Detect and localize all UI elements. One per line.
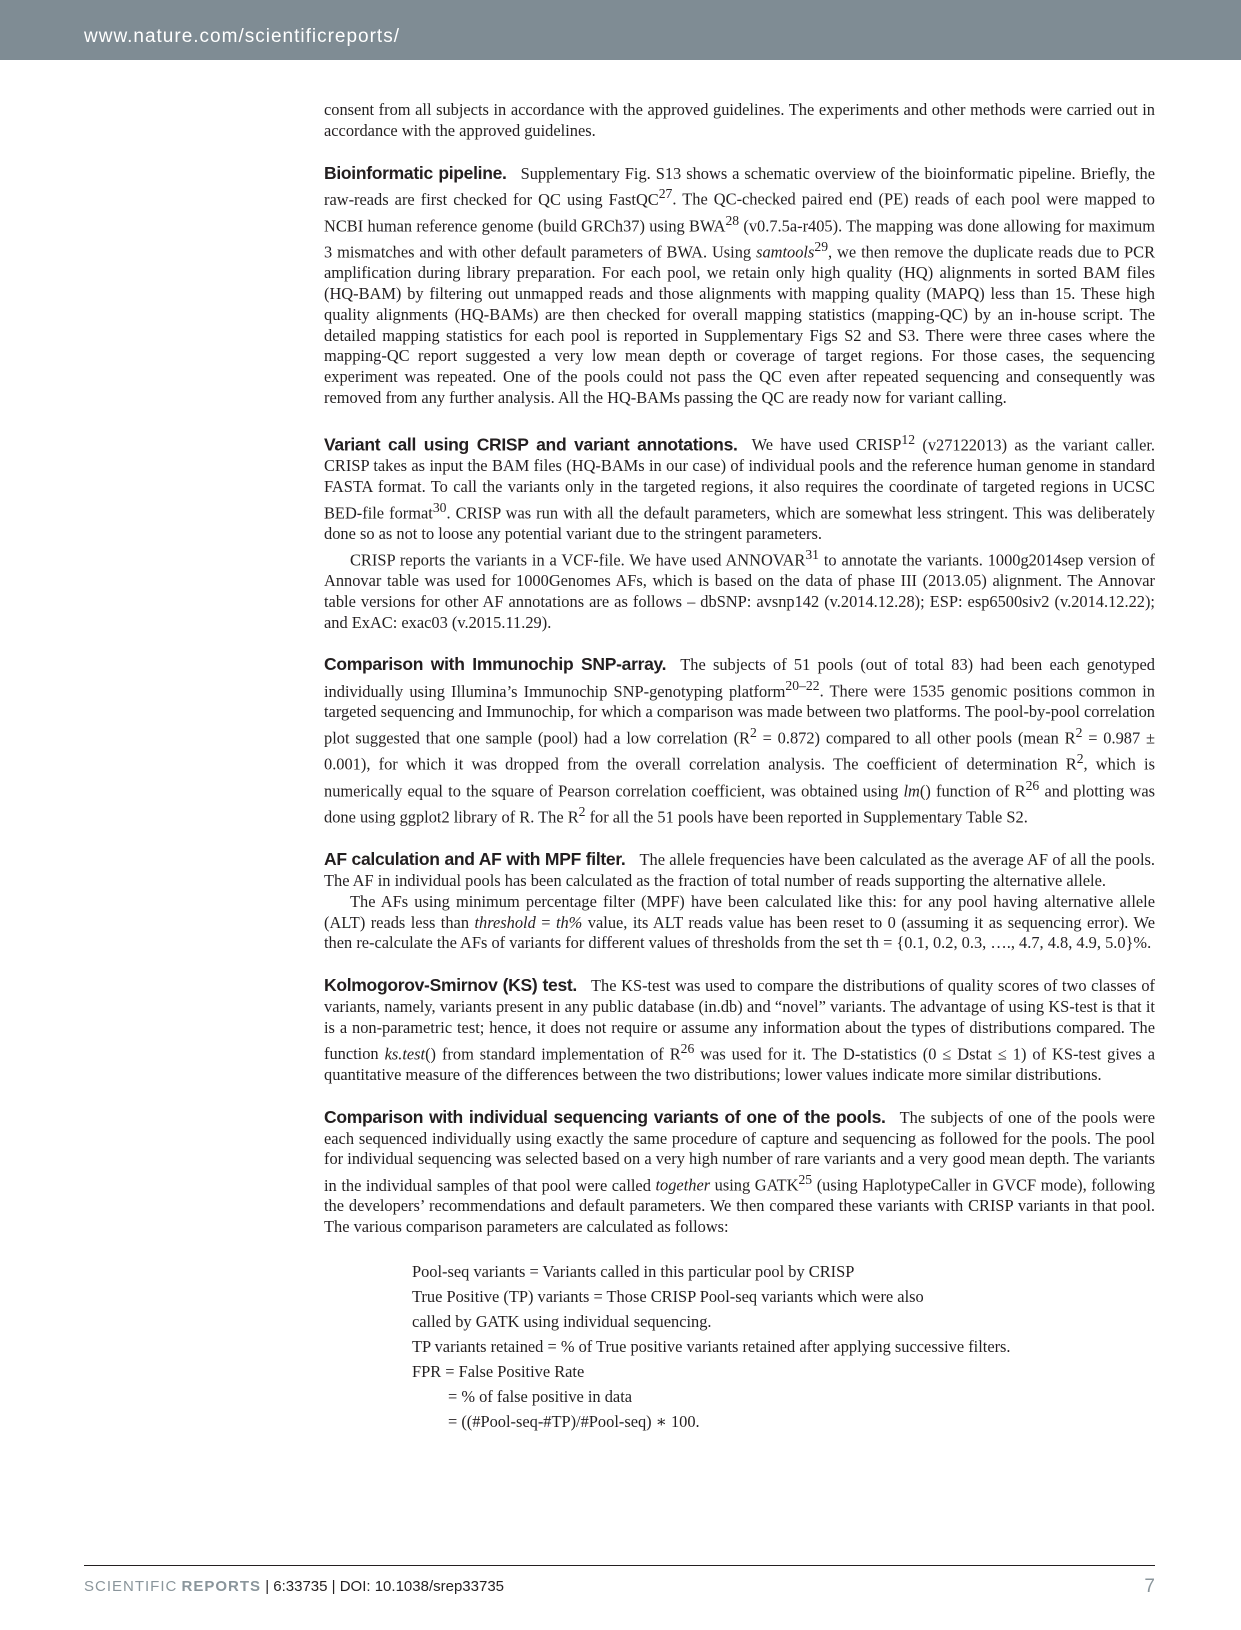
section-heading: AF calculation and AF with MPF filter.	[324, 849, 626, 870]
top-banner	[0, 0, 1241, 60]
paragraph: CRISP reports the variants in a VCF-file. We have used ANNOVAR$^{31}$ to annotate the variants. 1000g2014sep version of Annovar table was used for 1000Genomes AFs, which is based on the data of phase III (2013.05) alignment. The Annovar table versions for other AF annotations are as follows – dbSNP: avsnp142 (v.2014.12.28); ESP: esp6500siv2 (v.2014.12.22); and ExAC: exac03 (v.2015.11.29).	[324, 546, 1155, 632]
formula-line: TP variants retained = % of True positive variants retained after applying successive filters.	[412, 1336, 1011, 1356]
section-variant-call	[324, 430, 1155, 634]
formula-block	[412, 1259, 1155, 1434]
paragraph: Bioinformatic pipeline. Supplementary Fig. S13 shows a schematic overview of the bioinformatic pipeline. Briefly, the raw-reads are first checked for QC using FastQC$^{27}$. The QC-checked paired end (PE) reads of each pool were mapped to NCBI human reference genome (build GRCh37) using BWA$^{28}$ (v0.7.5a-r405). The mapping was done allowing for maximum 3 mismatches and with other default parameters of BWA. Using samtools$^{29}$, we then remove the duplicate reads due to PCR amplification during library preparation. For each pool, we retain only high quality (HQ) alignments in sorted BAM files (HQ-BAM) by filtering out unmapped reads and those alignments with mapping quality (MAPQ) less than 15. These high quality alignments (HQ-BAMs) are then checked for overall mapping statistics (mapping-QC) by an in-house script. The detailed mapping statistics for each pool is reported in Supplementary Figs S2 and S3. There were three cases where the mapping-QC report suggested a very low mean depth or coverage of target regions. For those cases, the sequencing experiment was repeated. One of the pools could not pass the QC even after repeated sequencing and consequently was removed from any further analysis. All the HQ-BAMs passing the QC are ready now for variant calling.	[324, 162, 1156, 407]
section-heading: Comparison with individual sequencing variants of one of the pools.	[324, 1106, 886, 1127]
paragraph: Comparison with individual sequencing variants of one of the pools. The subjects of one of the pools were each sequenced individually using exactly the same procedure of capture and sequencing as followed for the pools. The pool for individual sequencing was selected based on a very high number of rare variants and a very good mean depth. The variants in the individual samples of that pool were called together using GATK$^{25}$ (using HaplotypeCaller in GVCF mode), following the developers’ recommendations and default parameters. We then compared these variants with CRISP variants in that pool. The various comparison parameters are calculated as follows:	[324, 1106, 1155, 1237]
paragraph: The AFs using minimum percentage filter (MPF) have been calculated like this: for any pool having alternative allele (ALT) reads less than threshold = th% value, its ALT reads value has been reset to 0 (assuming it as sequencing error). We then re-calculate the AFs of variants for different values of thresholds from the set th = {0.1, 0.2, 0.3, …., 4.7, 4.8, 4.9, 5.0}%.	[324, 891, 1155, 953]
paragraph: Comparison with Immunochip SNP-array. The subjects of 51 pools (out of total 83) had been each genotyped individually using Illumina’s Immunochip SNP-genotyping platform$^{20-22}$. There were 1535 genomic positions common in targeted sequencing and Immunochip, for which a comparison was made between two platforms. The pool-by-pool correlation plot suggested that one sample (pool) had a low correlation $(R^2 = 0.872)$ compared to all other pools (mean $R^2 = 0.987 \pm 0.001$), for which it was dropped from the overall correlation analysis. The coefficient of determination $R^2$, which is numerically equal to the square of Pearson correlation coefficient, was obtained using lm() function of $R^{26}$ and plotting was done using ggplot2 library of R. The $R^2$ for all the 51 pools have been reported in Supplementary Table S2.	[324, 654, 1155, 827]
citation-ref[interactable]: 28	[725, 212, 740, 228]
footer-divider	[84, 1565, 1155, 1566]
citation-ref[interactable]: 31	[805, 546, 819, 562]
section-heading: Kolmogorov-Smirnov (KS) test.	[324, 975, 577, 996]
formula-line: True Positive (TP) variants = Those CRISP Pool-seq variants which were also	[412, 1286, 924, 1306]
journal-name-part1: SCIENTIFIC	[84, 1578, 178, 1595]
formula-line: called by GATK using individual sequencing.	[412, 1311, 712, 1331]
section-heading: Variant call using CRISP and variant annotations.	[324, 434, 738, 455]
citation-ref[interactable]: 26	[1025, 777, 1040, 793]
section-heading: Comparison with Immunochip SNP-array.	[324, 654, 667, 675]
citation-ref[interactable]: 27	[658, 186, 673, 202]
journal-name-part2: REPORTS	[181, 1578, 262, 1595]
site-url[interactable]: www.nature.com/scientificreports/	[84, 26, 400, 47]
paragraph: Variant call using CRISP and variant annotations. We have used CRISP$^{12}$ (v27122013) as the variant caller. CRISP takes as input the BAM files (HQ-BAMs in our case) of individual pools and the reference human genome in standard FASTA format. To call the variants only in the targeted regions, it also requires the coordinate of targeted regions in UCSC BED-file format$^{30}$. CRISP was run with all the default parameters, which are somewhat less stringent. This was deliberately done so as not to loose any potential variant due to the stringent parameters.	[324, 431, 1155, 543]
formula-line: Pool-seq variants = Variants called in this particular pool by CRISP	[412, 1261, 855, 1281]
page-footer	[84, 1578, 1155, 1595]
formula-line: = ((#Pool-seq-#TP)/#Pool-seq) ∗ 100.	[448, 1411, 700, 1431]
formula-line: FPR = False Positive Rate	[412, 1361, 585, 1381]
intro-paragraph: consent from all subjects in accordance with the approved guidelines. The experiments and other methods were carried out in accordance with the approved guidelines.	[324, 100, 1155, 140]
article-body	[324, 100, 1155, 1434]
citation-ref[interactable]: 30	[432, 499, 447, 515]
citation-ref[interactable]: 20–22	[785, 678, 820, 694]
section-individual-sequencing	[324, 1107, 1155, 1434]
citation-ref[interactable]: 25	[798, 1172, 813, 1188]
paragraph: AF calculation and AF with MPF filter. The allele frequencies have been calculated as the average AF of all the pools. The AF in individual pools has been calculated as the fraction of total number of reads supporting the alternative allele.	[324, 849, 1155, 891]
citation-ref[interactable]: 12	[901, 431, 916, 447]
section-ks-test	[324, 975, 1155, 1085]
section-immunochip	[324, 654, 1155, 828]
citation-ref[interactable]: 26	[680, 1040, 695, 1056]
section-bioinformatic-pipeline	[324, 163, 1155, 409]
page-number: 7	[1144, 1576, 1155, 1597]
section-heading: Bioinformatic pipeline.	[324, 162, 507, 183]
article-citation: | 6:33735 | DOI: 10.1038/srep33735	[261, 1578, 504, 1595]
section-af-calculation	[324, 849, 1155, 954]
formula-line: = % of false positive in data	[448, 1386, 633, 1406]
citation-ref[interactable]: 29	[814, 238, 829, 254]
paragraph: Kolmogorov-Smirnov (KS) test. The KS-test was used to compare the distributions of quality scores of two classes of variants, namely, variants present in any public database (in.db) and “novel” variants. The advantage of using KS-test is that it is a non-parametric test; hence, it does not require or assume any information about the types of distributions compared. The function ks.test() from standard implementation of $R^{26}$ was used for it. The D-statistics (0 ≤ Dstat ≤ 1) of KS-test gives a quantitative measure of the differences between the two distributions; lower values indicate more similar distributions.	[324, 975, 1155, 1084]
